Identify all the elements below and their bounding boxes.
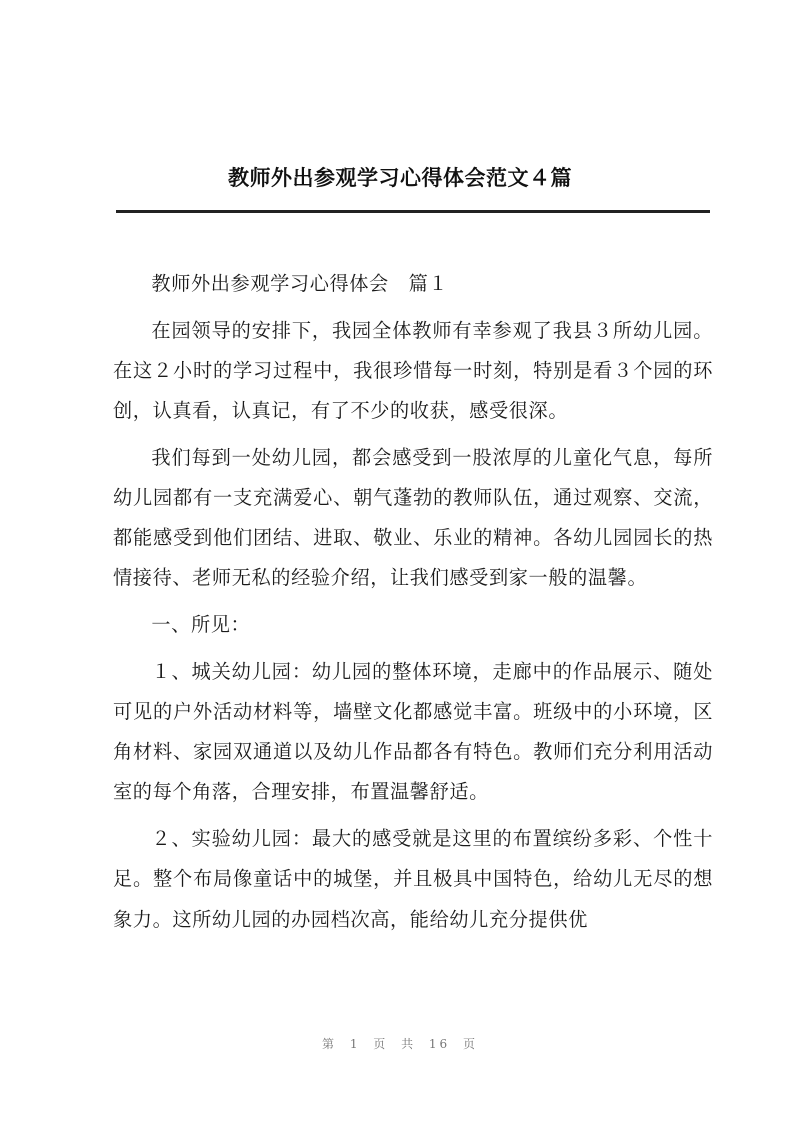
paragraph: 我们每到一处幼儿园，都会感受到一股浓厚的儿童化气息，每所幼儿园都有一支充满爱心、朝气蓬勃的教师队伍，通过观察、交流，都能感受到他们团结、进取、敬业、乐业的精神。各幼儿园园长的热情接待、老师无私的经验介绍，让我们感受到家一般的温馨。	[113, 445, 713, 590]
paragraph: １、城关幼儿园：幼儿园的整体环境，走廊中的作品展示、随处可见的户外活动材料等，墙壁文化都感觉丰富。班级中的小环境，区角材料、家园双通道以及幼儿作品都各有特色。教师们充分利用活动室的每个角落，合理安排，布置温馨舒适。	[113, 659, 713, 804]
paragraph: ２、实验幼儿园：最大的感受就是这里的布置缤纷多彩、个性十足。整个布局像童话中的城堡，并且极具中国特色，给幼儿无尽的想象力。这所幼儿园的办园档次高，能给幼儿充分提供优	[113, 827, 713, 931]
paragraph: 在园领导的安排下，我园全体教师有幸参观了我县３所幼儿园。在这２小时的学习过程中，我很珍惜每一时刻，特别是看３个园的环创，认真看，认真记，有了不少的收获，感受很深。	[113, 318, 713, 423]
subheading: 一、所见：	[151, 613, 251, 637]
page-footer: 第 1 页 共 16 页	[322, 1037, 478, 1051]
document-title: 教师外出参观学习心得体会范文４篇	[228, 165, 572, 190]
section-heading: 教师外出参观学习心得体会 篇１	[151, 272, 449, 295]
document-body	[113, 264, 713, 946]
title-underline	[116, 210, 710, 213]
